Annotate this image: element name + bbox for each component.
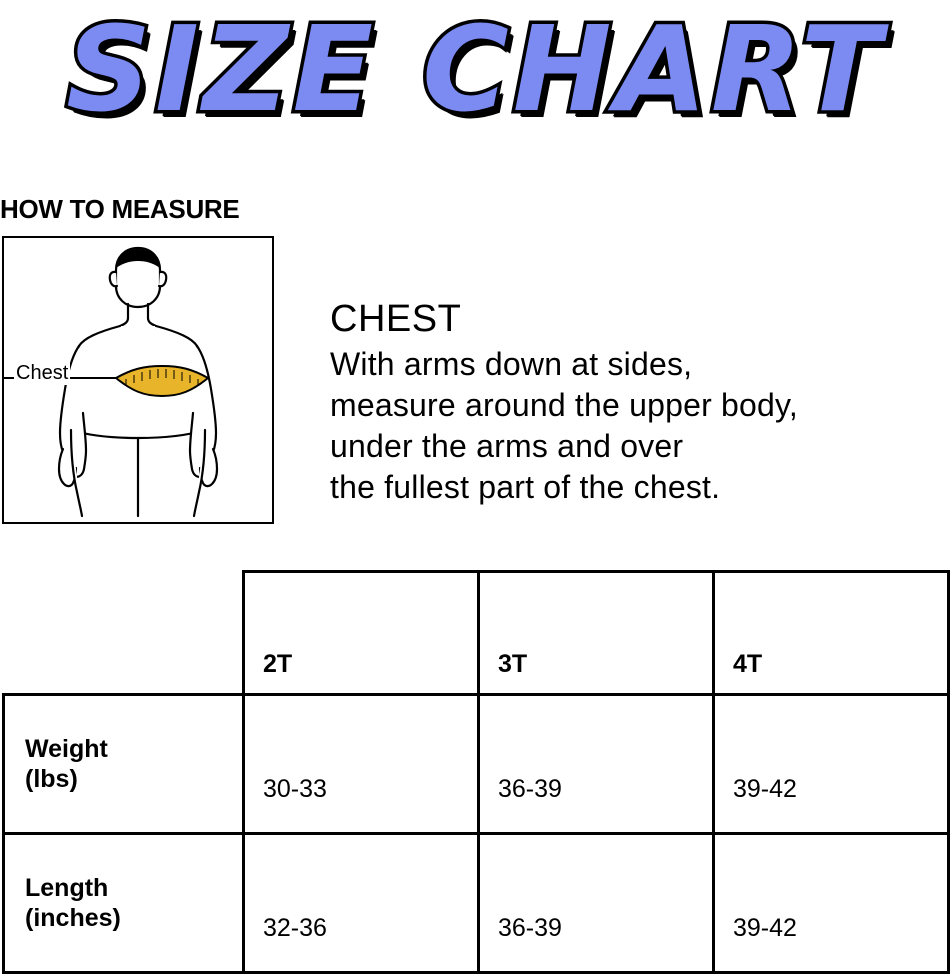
measurement-line-1: With arms down at sides, [330, 346, 693, 382]
measurement-description [330, 296, 950, 508]
row-label-weight-line2: (lbs) [25, 765, 78, 793]
page-title: SIZE CHART [66, 0, 885, 138]
row-label-weight [4, 695, 244, 834]
table-corner-cell [4, 572, 244, 695]
cell-weight-4t: 39-42 [714, 695, 949, 834]
measurement-line-2: measure around the upper body, [330, 387, 798, 423]
measurement-line-4: the fullest part of the chest. [330, 469, 721, 505]
size-table [2, 570, 950, 974]
measurement-name: CHEST [330, 298, 462, 340]
row-label-length-line1: Length [25, 874, 109, 902]
table-header-row [4, 572, 949, 695]
table-column-header-3t: 3T [479, 572, 714, 695]
measurement-instructions [330, 344, 950, 508]
table-row [4, 695, 949, 834]
row-label-length-line2: (inches) [25, 904, 121, 932]
cell-weight-3t: 36-39 [479, 695, 714, 834]
table-column-header-4t: 4T [714, 572, 949, 695]
cell-weight-2t: 30-33 [244, 695, 479, 834]
cell-length-4t: 39-42 [714, 834, 949, 973]
measurement-line-3: under the arms and over [330, 428, 684, 464]
row-label-length [4, 834, 244, 973]
cell-length-2t: 32-36 [244, 834, 479, 973]
how-to-measure-heading: HOW TO MEASURE [0, 194, 240, 224]
table-column-header-2t: 2T [244, 572, 479, 695]
table-row [4, 834, 949, 973]
chest-measure-label: Chest [16, 362, 69, 384]
row-label-weight-line1: Weight [25, 735, 108, 763]
cell-length-3t: 36-39 [479, 834, 714, 973]
page-title-banner [0, 0, 951, 150]
